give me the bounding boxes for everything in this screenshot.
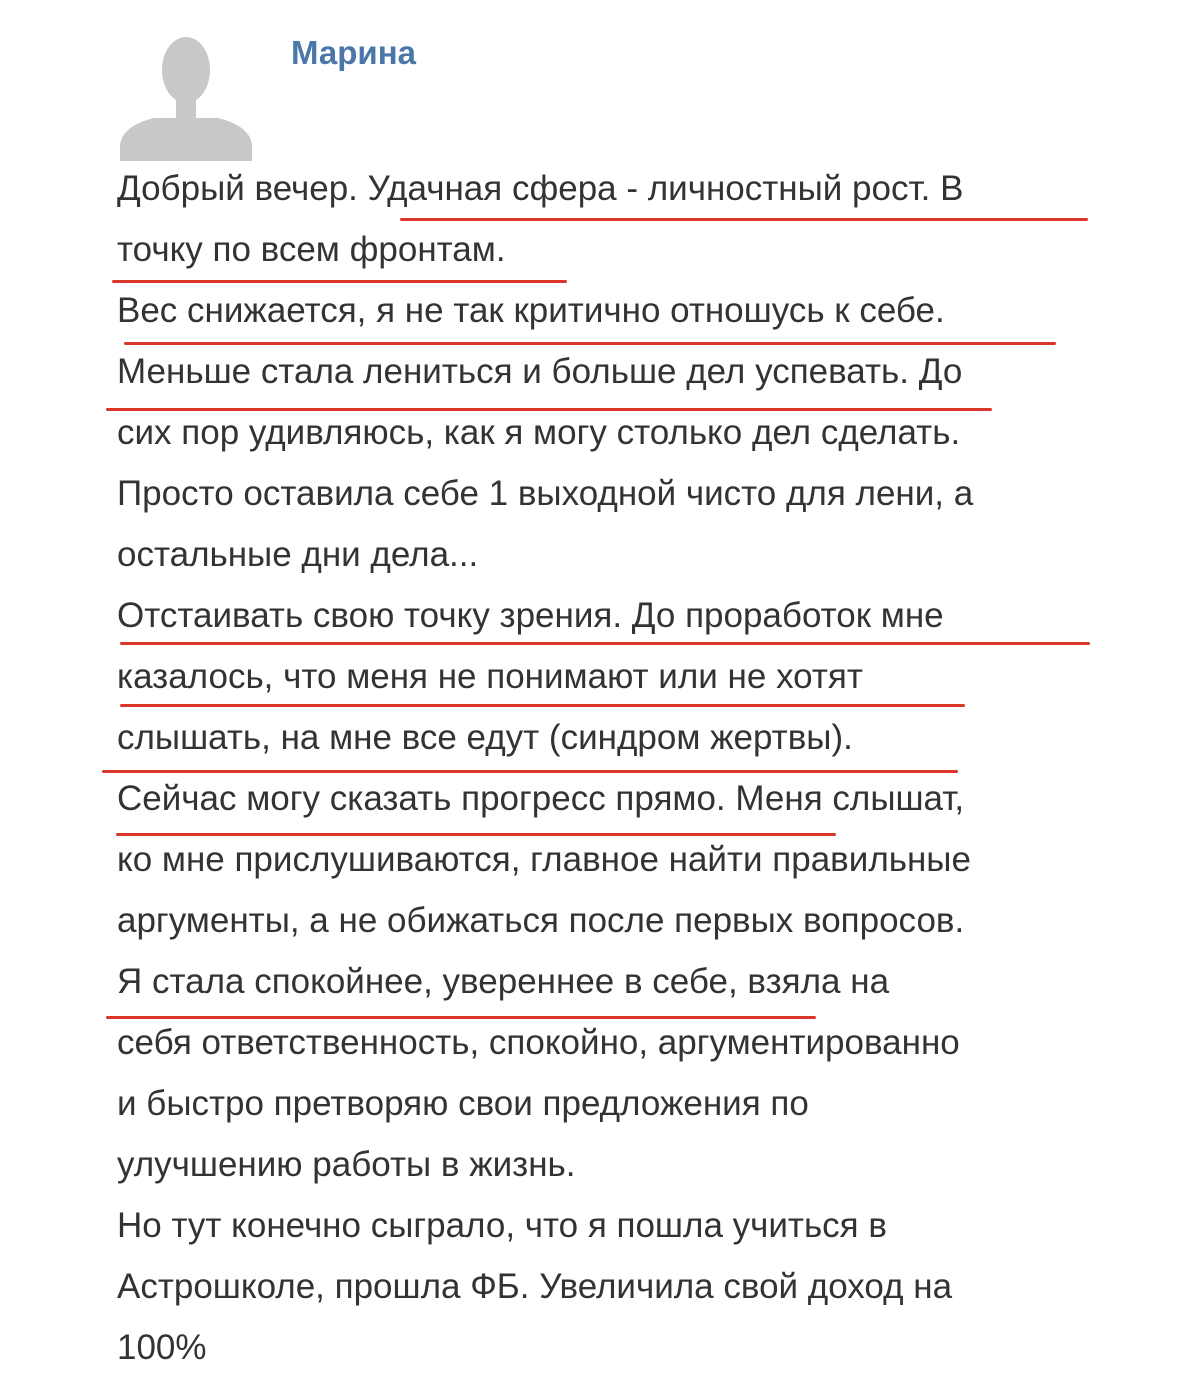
comment-line: Я стала спокойнее, увереннее в себе, взяла на — [117, 962, 890, 1001]
user-silhouette-icon — [118, 30, 254, 161]
comment-line: улучшению работы в жизнь. — [117, 1145, 576, 1184]
highlight-underline — [106, 1016, 816, 1019]
highlight-underline — [120, 642, 1090, 645]
comment-line: и быстро претворяю свои предложения по — [117, 1084, 809, 1123]
comment-line: ко мне прислушиваются, главное найти правильные — [117, 840, 971, 879]
comment-line: остальные дни дела... — [117, 535, 479, 574]
highlight-underline — [112, 280, 567, 283]
comment-line: Меньше стала лениться и больше дел успевать. До — [117, 352, 963, 391]
comment-line: Добрый вечер. Удачная сфера - личностный рост. В — [117, 169, 964, 208]
comment-line: 100% — [117, 1328, 207, 1367]
highlight-underline — [120, 704, 965, 707]
comment-line: Но тут конечно сыграло, что я пошла учиться в — [117, 1206, 887, 1245]
author-name[interactable]: Марина — [291, 34, 416, 71]
comment-line: Астрошколе, прошла ФБ. Увеличила свой доход на — [117, 1267, 953, 1306]
comment-line: казалось, что меня не понимают или не хотят — [117, 657, 863, 696]
comment-line: точку по всем фронтам. — [117, 230, 506, 269]
comment-line: Сейчас могу сказать прогресс прямо. Меня слышат, — [117, 779, 965, 818]
comment-line: сих пор удивляюсь, как я могу столько дел сделать. — [117, 413, 961, 452]
comment-line: Вес снижается, я не так критично отношусь к себе. — [117, 291, 945, 330]
highlight-underline — [116, 833, 836, 836]
comment-line: Просто оставила себе 1 выходной чисто для лени, а — [117, 474, 974, 513]
highlight-underline — [124, 342, 1056, 345]
highlight-underline — [106, 408, 992, 411]
highlight-underline — [400, 218, 1088, 221]
comment-line: слышать, на мне все едут (синдром жертвы). — [117, 718, 853, 757]
comment-line: аргументы, а не обижаться после первых вопросов. — [117, 901, 965, 940]
comment-line: Отстаивать свою точку зрения. До проработок мне — [117, 596, 944, 635]
comment-line: себя ответственность, спокойно, аргументированно — [117, 1023, 960, 1062]
highlight-underline — [102, 770, 958, 773]
